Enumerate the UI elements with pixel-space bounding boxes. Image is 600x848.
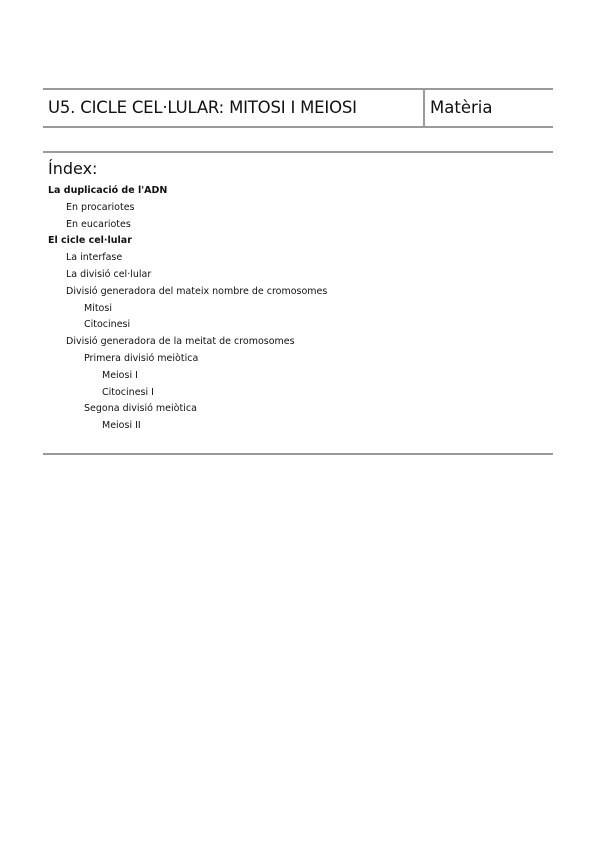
- document-header: [43, 88, 553, 128]
- toc-item[interactable]: Citocinesi: [84, 319, 131, 331]
- toc-item[interactable]: Segona divisió meiòtica: [84, 403, 197, 415]
- toc-item[interactable]: La duplicació de l'ADN: [48, 185, 168, 196]
- toc-item[interactable]: Citocinesi I: [102, 386, 154, 398]
- toc-item[interactable]: El cicle cel·lular: [48, 235, 132, 247]
- unit-title: U5. CICLE CEL·LULAR: MITOSI I MEIOSI: [43, 90, 425, 126]
- toc-item[interactable]: Primera divisió meiòtica: [84, 352, 199, 364]
- toc-item[interactable]: Mitosi: [84, 302, 112, 314]
- toc-list: [48, 183, 327, 435]
- toc-item[interactable]: Meiosi II: [102, 420, 141, 432]
- table-of-contents: [43, 151, 553, 455]
- toc-item[interactable]: En procariotes: [66, 201, 135, 213]
- toc-item[interactable]: Divisió generadora de la meitat de cromosomes: [66, 336, 295, 348]
- toc-item[interactable]: En eucariotes: [66, 218, 131, 230]
- toc-item[interactable]: La interfase: [66, 252, 123, 264]
- toc-item[interactable]: Meiosi I: [102, 369, 138, 381]
- toc-item[interactable]: Divisió generadora del mateix nombre de cromosomes: [66, 285, 328, 297]
- subject-label: Matèria: [430, 98, 493, 117]
- toc-item[interactable]: La divisió cel·lular: [66, 268, 152, 280]
- index-heading: Índex:: [48, 159, 98, 178]
